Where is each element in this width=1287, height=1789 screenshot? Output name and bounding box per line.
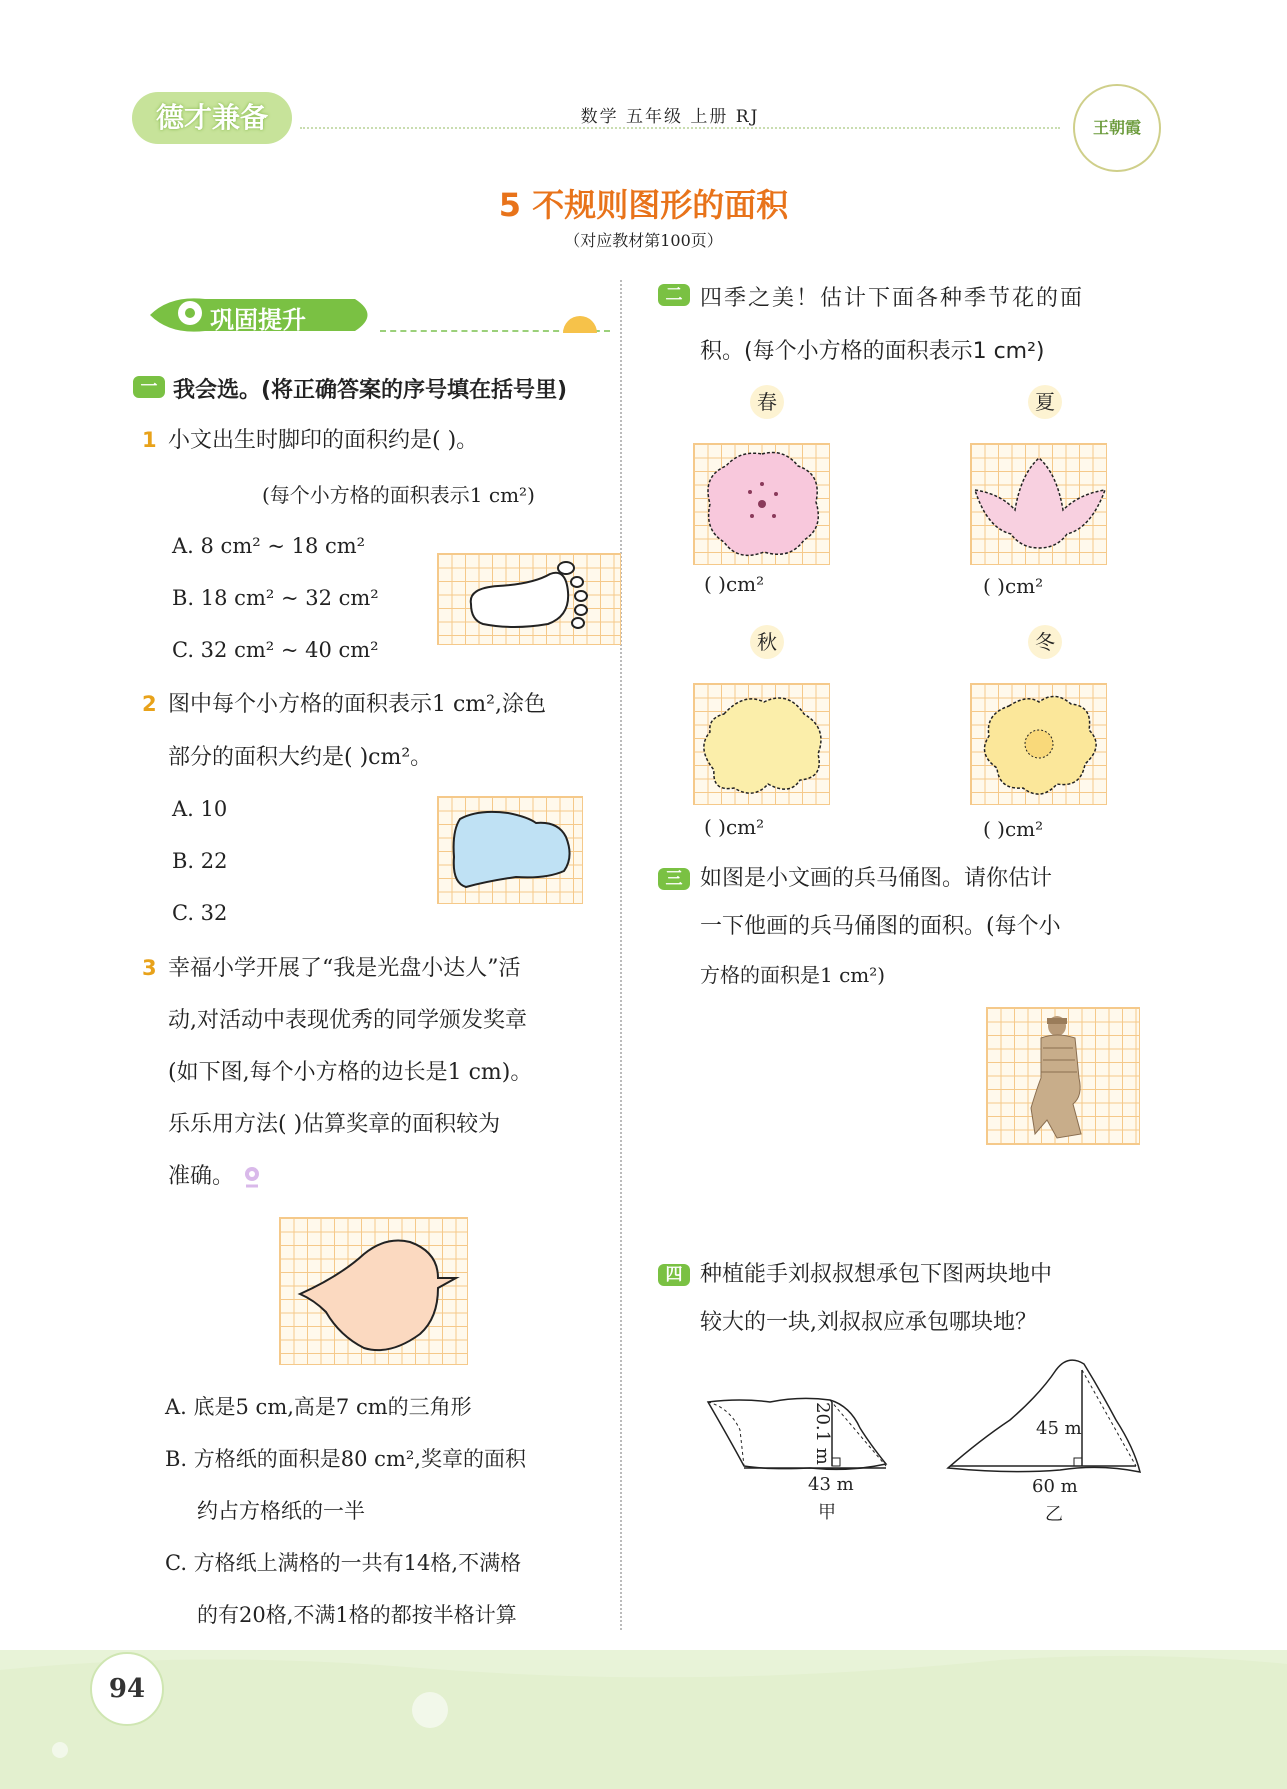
autumn-flower xyxy=(694,684,831,806)
autumn-answer[interactable]: ( )cm² xyxy=(704,815,765,839)
q2-number: 2 xyxy=(142,692,157,716)
summer-grid xyxy=(970,443,1107,565)
q3-option-c-cont: 的有20格,不满1格的都按半格计算 xyxy=(197,1603,517,1627)
q2-line1: 图中每个小方格的面积表示1 cm²,涂色 xyxy=(168,692,546,717)
blob-figure xyxy=(438,797,584,905)
section3-line1: 如图是小文画的兵马俑图。请你估计 xyxy=(700,866,1053,891)
winter-answer[interactable]: ( )cm² xyxy=(983,817,1044,841)
plot-b-height: 45 m xyxy=(1036,1418,1082,1439)
plot-b-base: 60 m xyxy=(1032,1476,1078,1497)
plot-a-figure xyxy=(700,1380,920,1520)
q3-line4: 乐乐用方法( )估算奖章的面积较为 xyxy=(168,1112,501,1137)
plot-a-base: 43 m xyxy=(808,1474,854,1495)
q1-note: (每个小方格的面积表示1 cm²) xyxy=(262,483,535,507)
section4-line1: 种植能手刘叔叔想承包下图两块地中 xyxy=(700,1262,1053,1287)
section-tag-2: 二 xyxy=(658,284,690,306)
q1-option-b: B. 18 cm² ~ 32 cm² xyxy=(172,586,379,610)
season-spring: 春 xyxy=(750,385,784,419)
plot-b-figure xyxy=(940,1350,1140,1480)
q2-option-b: B. 22 xyxy=(172,849,228,873)
q1-number: 1 xyxy=(142,428,157,452)
q3-option-a: A. 底是5 cm,高是7 cm的三角形 xyxy=(165,1395,472,1419)
summer-flower xyxy=(971,444,1108,566)
sun-icon xyxy=(563,316,597,333)
q3-option-b: B. 方格纸的面积是80 cm²,奖章的面积 xyxy=(165,1447,526,1471)
q3-line2: 动,对活动中表现优秀的同学颁发奖章 xyxy=(168,1008,527,1033)
footer-wave xyxy=(0,1650,1287,1789)
q2-option-c: C. 32 xyxy=(172,901,228,925)
q2-line2: 部分的面积大约是( )cm²。 xyxy=(168,745,433,770)
hint-pin-icon[interactable] xyxy=(243,1166,261,1190)
q3-option-c: C. 方格纸上满格的一共有14格,不满格 xyxy=(165,1551,522,1575)
section2-line1: 四季之美！估计下面各种季节花的面 xyxy=(700,286,1085,311)
q3-line3: (如下图,每个小方格的边长是1 cm)。 xyxy=(168,1060,533,1085)
medal-figure xyxy=(280,1218,469,1366)
season-autumn: 秋 xyxy=(750,625,784,659)
plot-a-label: 甲 xyxy=(818,1502,836,1523)
q2-option-a: A. 10 xyxy=(172,797,228,821)
section3-line3: 方格的面积是1 cm²) xyxy=(700,963,886,987)
medal-grid xyxy=(279,1217,468,1365)
summer-answer[interactable]: ( )cm² xyxy=(983,574,1044,598)
section-tag-1: 一 xyxy=(133,376,165,398)
publisher-seal: 王朝霞 xyxy=(1073,84,1161,172)
section-tag-3: 三 xyxy=(658,868,690,890)
q1-text: 小文出生时脚印的面积约是( )。 xyxy=(168,428,479,453)
page-title: 5 不规则图形的面积 xyxy=(498,186,789,224)
spring-answer[interactable]: ( )cm² xyxy=(704,572,765,596)
q1-option-c: C. 32 cm² ~ 40 cm² xyxy=(172,638,379,662)
page-subtitle: （对应教材第100页） xyxy=(564,231,723,250)
autumn-grid xyxy=(693,683,830,805)
winter-grid xyxy=(970,683,1107,805)
course-info: 数学 五年级 上册 RJ xyxy=(580,107,760,127)
q3-line5: 准确。 xyxy=(168,1164,235,1189)
season-summer: 夏 xyxy=(1028,385,1062,419)
terracotta-warrior-figure xyxy=(987,1008,1141,1146)
section3-line2: 一下他画的兵马俑图的面积。(每个小 xyxy=(700,914,1061,939)
spring-flower xyxy=(694,444,831,566)
column-divider xyxy=(620,280,622,1630)
terracotta-grid xyxy=(986,1007,1140,1145)
section1-heading: 我会选。(将正确答案的序号填在括号里) xyxy=(173,378,568,403)
brand-logo: 德才兼备 xyxy=(132,92,292,144)
footprint-grid xyxy=(437,553,621,645)
q3-line1: 幸福小学开展了“我是光盘小达人”活 xyxy=(168,956,521,981)
q1-option-a: A. 8 cm² ~ 18 cm² xyxy=(172,534,366,558)
section4-line2: 较大的一块,刘叔叔应承包哪块地？ xyxy=(700,1310,1037,1335)
banner-label: 巩固提升 xyxy=(210,306,306,334)
spring-grid xyxy=(693,443,830,565)
section-tag-4: 四 xyxy=(658,1264,690,1286)
blob-grid xyxy=(437,796,583,904)
page-number: 94 xyxy=(90,1652,164,1726)
plot-a-height: 20.1 m xyxy=(812,1402,833,1465)
section2-line2: 积。(每个小方格的面积表示1 cm²) xyxy=(700,339,1045,364)
season-winter: 冬 xyxy=(1028,625,1062,659)
header-divider xyxy=(300,127,1060,129)
footprint-figure xyxy=(438,554,622,646)
q3-number: 3 xyxy=(142,956,157,980)
winter-flower xyxy=(971,684,1108,806)
q3-option-b-cont: 约占方格纸的一半 xyxy=(197,1499,365,1523)
plot-b-label: 乙 xyxy=(1045,1504,1063,1525)
